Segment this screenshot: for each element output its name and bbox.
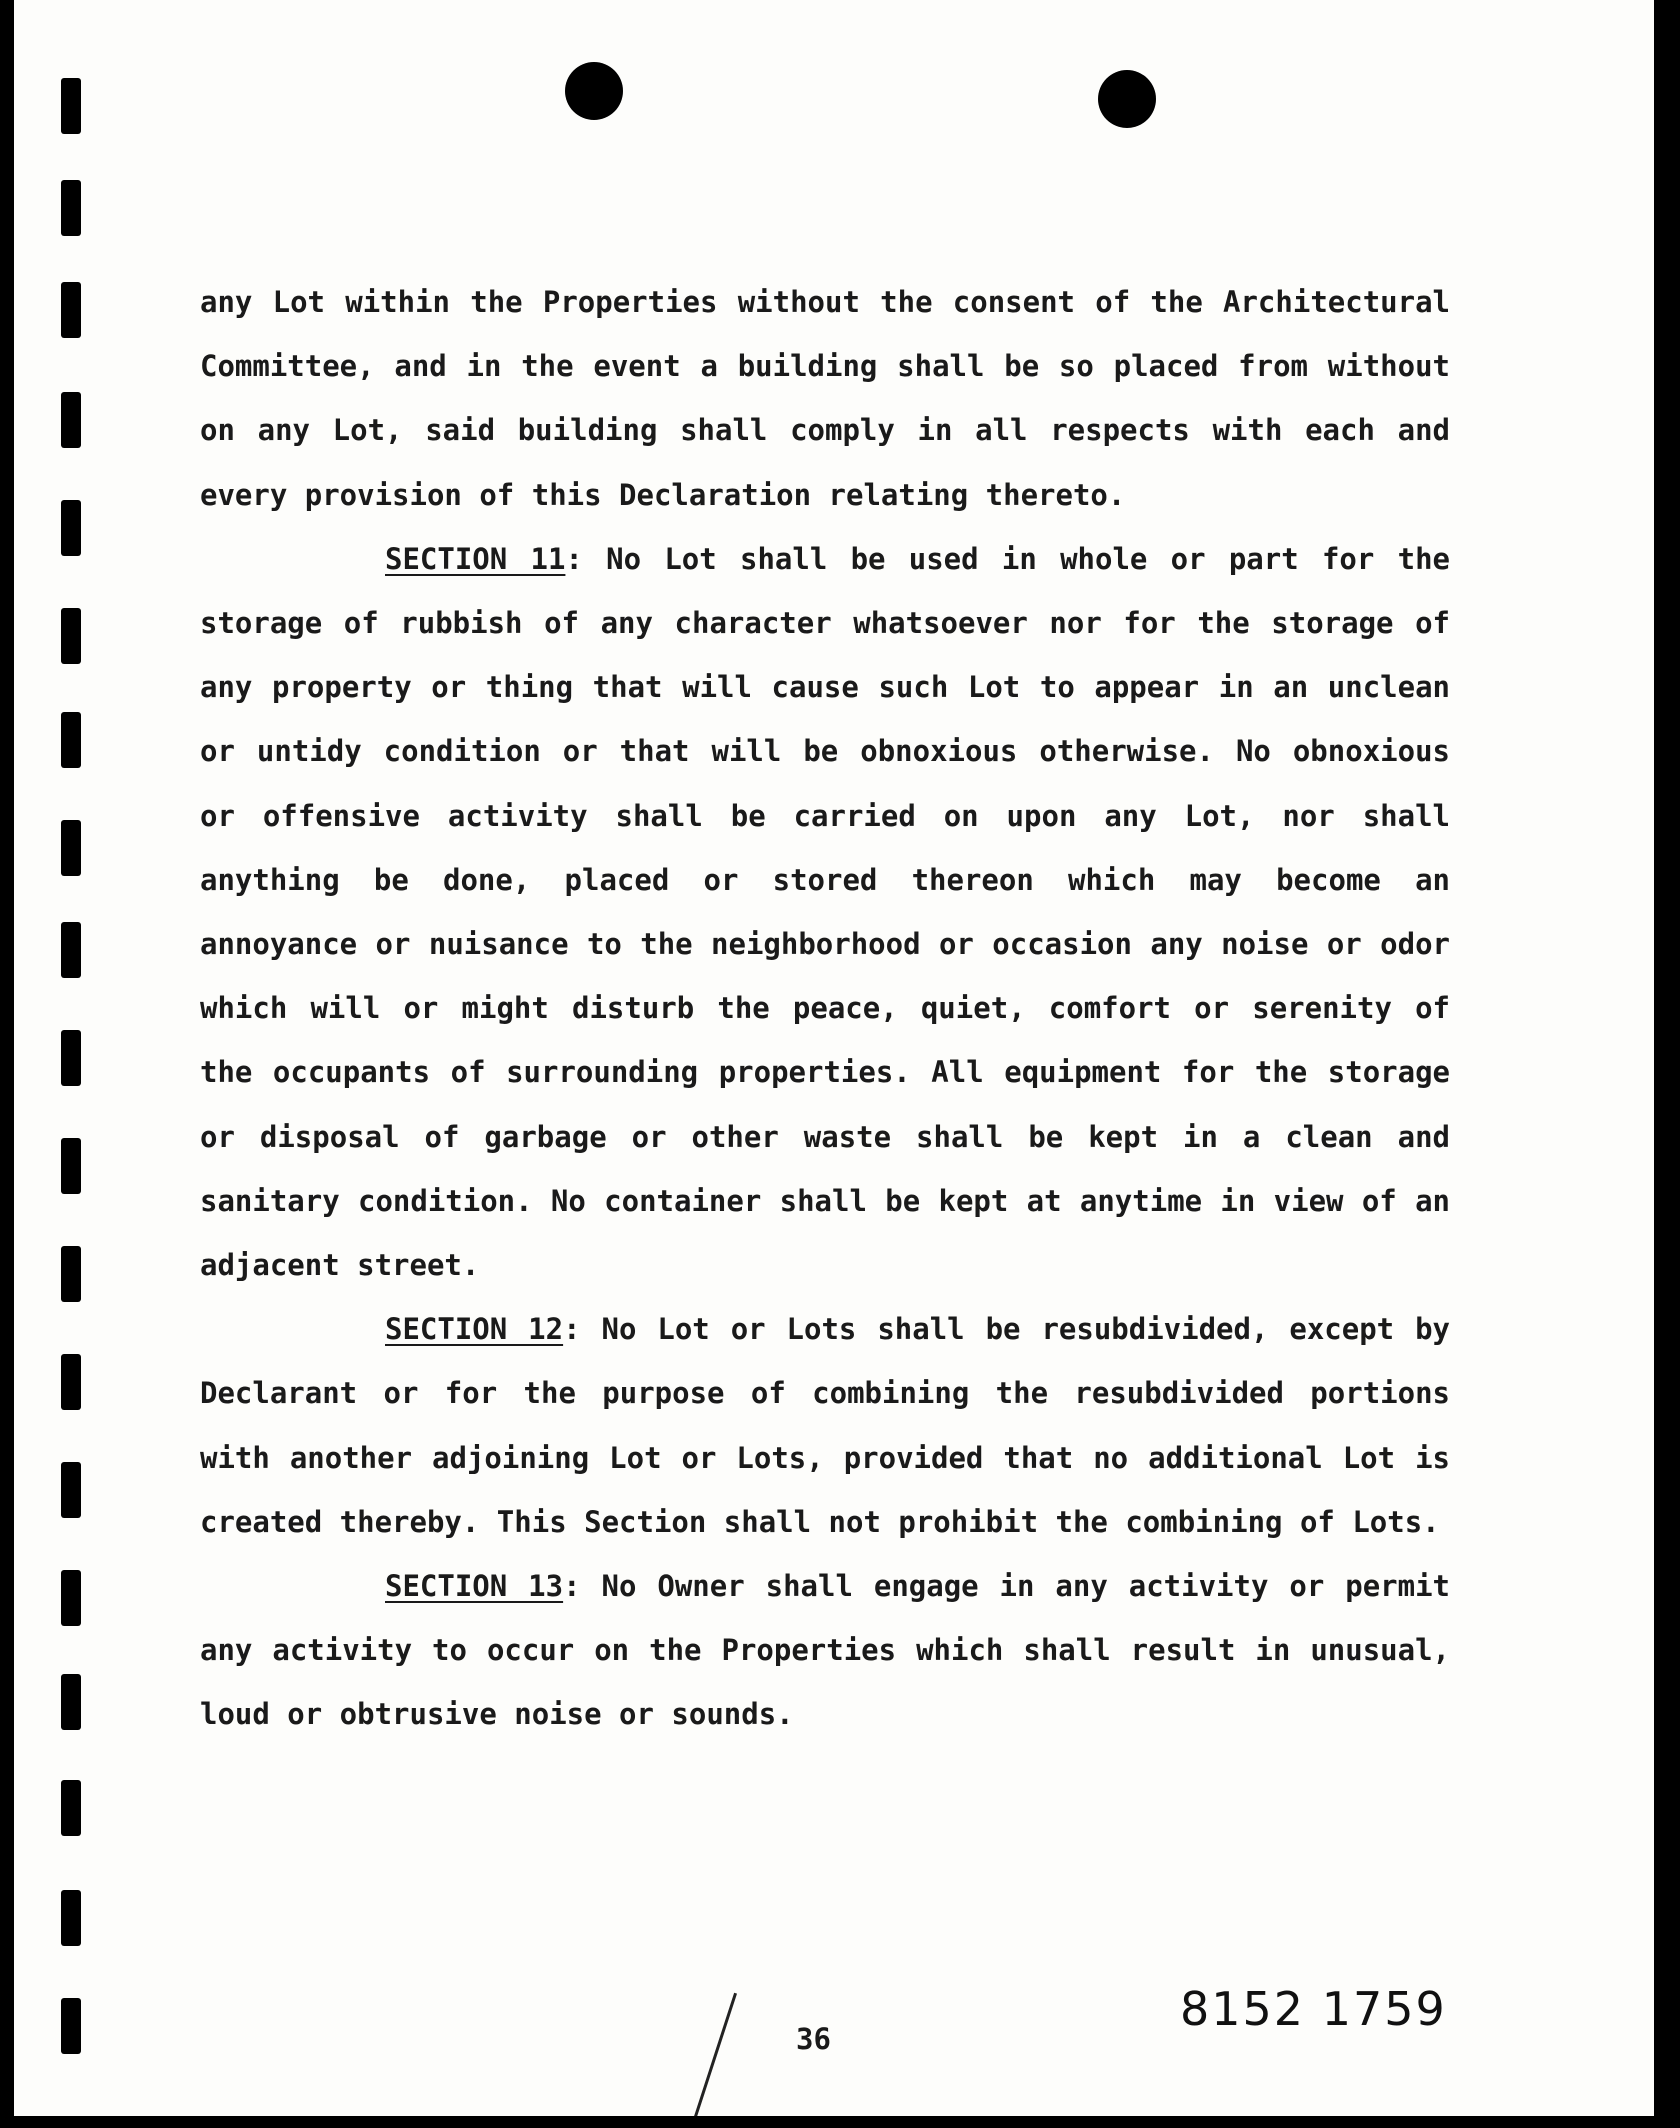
binder-hole-mark (61, 1998, 81, 2054)
binder-hole-mark (61, 392, 81, 448)
section-11-heading: SECTION 11 (385, 541, 566, 576)
binder-hole-mark (61, 282, 81, 338)
page-number: 36 (796, 2022, 831, 2056)
binder-hole-mark (61, 500, 81, 556)
binder-hole-mark (61, 1030, 81, 1086)
section-12-text: : No Lot or Lots shall be resubdivided, except by Declarant or for the purpose of combining the resubdivided portions with another adjoining Lot or Lots, provided that no additional Lot is created thereby. This Section shall not prohibit the combining of Lots. (200, 1312, 1450, 1539)
binder-hole-mark (61, 608, 81, 664)
continuation-paragraph: any Lot within the Properties without the consent of the Architectural Committee, and in the event a building shall be so placed from without on any Lot, said building shall comply in all respects with each and every provision of this Declaration relating thereto. (200, 285, 1450, 512)
binder-hole-mark (61, 1462, 81, 1518)
binder-hole-mark (61, 712, 81, 768)
binder-hole-mark (61, 1674, 81, 1730)
document-body (200, 270, 1450, 1747)
section-11-paragraph (200, 527, 1450, 1297)
section-12-paragraph (200, 1297, 1450, 1554)
section-13-text: : No Owner shall engage in any activity or permit any activity to occur on the Properties which shall result in unusual, loud or obtrusive noise or sounds. (200, 1569, 1450, 1732)
document-number: 8152 1759 (1180, 1982, 1447, 2036)
binder-hole-mark (61, 1138, 81, 1194)
binder-hole-mark (61, 1246, 81, 1302)
scan-artifact (694, 1993, 737, 2116)
section-12-heading: SECTION 12 (385, 1312, 564, 1347)
section-11-text: : No Lot shall be used in whole or part for the storage of rubbish of any character whatsoever nor for the storage of any property or thing that will cause such Lot to appear in an unclean or untidy condition or that will be obnoxious otherwise. No obnoxious or offensive activity shall be carried on upon any Lot, nor shall anything be done, placed or stored thereon which may become an annoyance or nuisance to the neighborhood or occasion any noise or odor which will or might disturb the peace, quiet, comfort or serenity of the occupants of surrounding properties. All equipment for the storage or disposal of garbage or other waste shall be kept in a clean and sanitary condition. No container shall be kept at anytime in view of an adjacent street. (200, 541, 1450, 1283)
binder-hole-mark (61, 922, 81, 978)
binder-hole-mark (61, 180, 81, 236)
punch-hole (1098, 70, 1156, 128)
document-page (14, 0, 1654, 2116)
section-13-heading: SECTION 13 (385, 1569, 564, 1604)
binder-hole-mark (61, 1570, 81, 1626)
binder-hole-mark (61, 1890, 81, 1946)
section-13-paragraph (200, 1554, 1450, 1747)
punch-hole (565, 62, 623, 120)
binder-hole-mark (61, 1354, 81, 1410)
binder-hole-mark (61, 820, 81, 876)
binder-hole-mark (61, 78, 81, 134)
binder-hole-mark (61, 1780, 81, 1836)
